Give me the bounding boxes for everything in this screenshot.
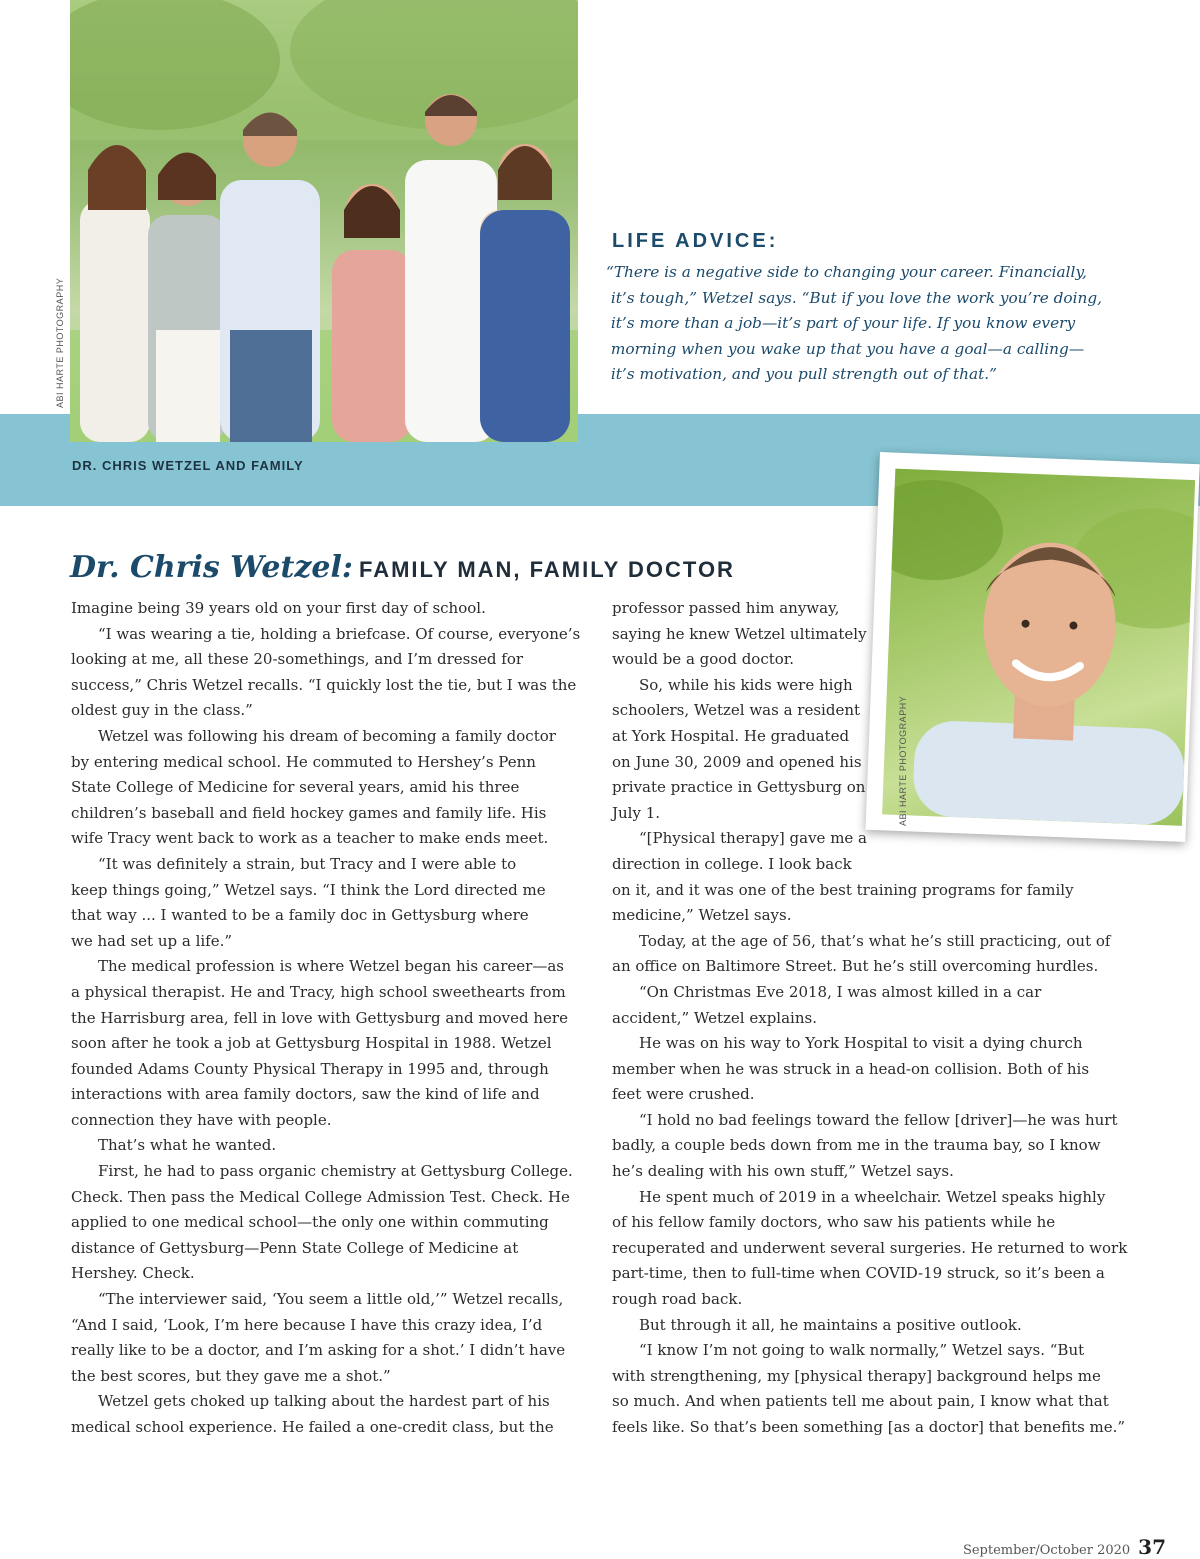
text-line: recuperated and underwent several surgeries. He returned to work [612, 1238, 1128, 1257]
text-line: feet were crushed. [612, 1085, 755, 1104]
headline-name: Dr. Chris Wetzel: [70, 550, 353, 585]
article-column-right [612, 596, 1128, 1441]
text-line: rough road back. [612, 1290, 743, 1309]
page-number: 37 [1138, 1535, 1166, 1559]
article-column-left [71, 596, 591, 1441]
text-line: Today, at the age of 56, that’s what he’s still practicing, out of [639, 931, 1111, 950]
text-line: That’s what he wanted. [98, 1136, 277, 1155]
photo-caption: DR. CHRIS WETZEL AND FAMILY [72, 458, 304, 473]
text-line: really like to be a doctor, and I’m asking for a shot.’ I didn’t have [71, 1341, 566, 1360]
text-line: medical school experience. He failed a one-credit class, but the [71, 1418, 554, 1436]
text-line: distance of Gettysburg—Penn State College of Medicine at [71, 1238, 519, 1257]
text-line: we had set up a life.” [71, 931, 233, 950]
text-line: But through it all, he maintains a positive outlook. [639, 1315, 1022, 1334]
text-line: “And I said, ‘Look, I’m here because I have this crazy idea, I’d [71, 1315, 543, 1334]
text-line: success,” Chris Wetzel recalls. “I quickly lost the tie, but I was the [71, 675, 577, 694]
text-line: “I hold no bad feelings toward the fellow [driver]—he was hurt [639, 1110, 1118, 1129]
text-line: badly, a couple beds down from me in the trauma bay, so I know [612, 1136, 1101, 1155]
text-line: at York Hospital. He graduated [612, 726, 850, 745]
headline-subtitle: FAMILY MAN, FAMILY DOCTOR [358, 557, 735, 582]
text-line: so much. And when patients tell me about pain, I know what that [612, 1392, 1109, 1411]
text-line: “The interviewer said, ‘You seem a little old,’” Wetzel recalls, [98, 1290, 564, 1309]
quote-line: “There is a negative side to changing your career. Financially, [606, 263, 1087, 281]
quote-line: it’s motivation, and you pull strength out of that.” [606, 365, 997, 383]
text-line: “[Physical therapy] gave me a [639, 829, 868, 848]
text-line: the Harrisburg area, fell in love with Gettysburg and moved here [71, 1008, 568, 1027]
life-advice-quote [606, 260, 1106, 388]
text-line: wife Tracy went back to work as a teacher to make ends meet. [71, 829, 549, 848]
text-line: Wetzel was following his dream of becoming a family doctor [98, 726, 556, 745]
text-line: “I know I’m not going to walk normally,” Wetzel says. “But [639, 1341, 1085, 1360]
text-line: First, he had to pass organic chemistry at Gettysburg College. [98, 1162, 573, 1181]
quote-line: it’s tough,” Wetzel says. “But if you love the work you’re doing, [606, 288, 1103, 307]
text-line: He was on his way to York Hospital to visit a dying church [639, 1034, 1083, 1053]
text-line: “I was wearing a tie, holding a briefcase. Of course, everyone’s [98, 624, 581, 643]
text-line: private practice in Gettysburg on [612, 778, 866, 797]
text-line: he’s dealing with his own stuff,” Wetzel says. [612, 1162, 954, 1181]
text-line: professor passed him anyway, [612, 599, 840, 617]
text-line: part-time, then to full-time when COVID-19 struck, so it’s been a [612, 1264, 1105, 1283]
text-line: looking at me, all these 20-somethings, and I’m dressed for [71, 650, 524, 669]
text-line: a physical therapist. He and Tracy, high school sweethearts from [71, 982, 566, 1001]
text-line: on June 30, 2009 and opened his [612, 752, 862, 771]
text-line: accident,” Wetzel explains. [612, 1008, 817, 1027]
text-line: connection they have with people. [71, 1110, 332, 1129]
text-line: saying he knew Wetzel ultimately [612, 624, 867, 643]
text-line: oldest guy in the class.” [71, 701, 253, 720]
text-line: Check. Then pass the Medical College Admission Test. Check. He [71, 1187, 570, 1206]
family-photo [70, 0, 578, 442]
text-line: feels like. So that’s been something [as a doctor] that benefits me.” [612, 1418, 1126, 1436]
text-line: keep things going,” Wetzel says. “I think the Lord directed me [71, 880, 546, 899]
text-line: applied to one medical school—the only one within commuting [71, 1213, 549, 1232]
photo-credit-right: ABI HARTE PHOTOGRAPHY [898, 695, 908, 826]
quote-line: it’s more than a job—it’s part of your life. If you know every [606, 314, 1076, 332]
text-line: of his fellow family doctors, who saw his patients while he [612, 1213, 1056, 1232]
text-line: interactions with area family doctors, saw the kind of life and [71, 1085, 540, 1104]
text-line: The medical profession is where Wetzel began his career—as [98, 957, 564, 976]
quote-line: morning when you wake up that you have a goal—a calling— [606, 339, 1085, 358]
text-line: an office on Baltimore Street. But he’s still overcoming hurdles. [612, 957, 1099, 976]
text-line: would be a good doctor. [612, 650, 795, 669]
text-line: Wetzel gets choked up talking about the hardest part of his [98, 1392, 550, 1411]
text-line: State College of Medicine for several years, amid his three [71, 778, 520, 797]
text-line: Imagine being 39 years old on your first day of school. [71, 599, 486, 617]
text-line: So, while his kids were high [639, 675, 853, 694]
text-line: on it, and it was one of the best training programs for family [612, 880, 1074, 899]
text-line: member when he was struck in a head-on collision. Both of his [612, 1059, 1090, 1078]
life-advice-heading: LIFE ADVICE: [612, 230, 779, 252]
text-line: medicine,” Wetzel says. [612, 906, 792, 925]
text-line: that way ... I wanted to be a family doc in Gettysburg where [71, 906, 529, 925]
text-line: with strengthening, my [physical therapy] background helps me [612, 1366, 1101, 1385]
text-line: founded Adams County Physical Therapy in 1995 and, through [71, 1059, 549, 1078]
text-line: schoolers, Wetzel was a resident [612, 701, 861, 720]
text-line: “It was definitely a strain, but Tracy and I were able to [98, 854, 517, 873]
text-line: July 1. [612, 803, 661, 822]
page-footer [963, 1535, 1166, 1559]
text-line: He spent much of 2019 in a wheelchair. Wetzel speaks highly [639, 1187, 1106, 1206]
text-line: “On Christmas Eve 2018, I was almost killed in a car [639, 982, 1042, 1001]
text-line: by entering medical school. He commuted to Hershey’s Penn [71, 752, 536, 771]
text-line: children’s baseball and field hockey games and family life. His [71, 803, 547, 822]
issue-date: September/October 2020 [962, 1543, 1131, 1558]
text-line: soon after he took a job at Gettysburg Hospital in 1988. Wetzel [71, 1034, 552, 1053]
text-line: Hershey. Check. [71, 1264, 195, 1283]
text-line: the best scores, but they gave me a shot.” [71, 1366, 391, 1385]
photo-credit-left: ABI HARTE PHOTOGRAPHY [55, 277, 65, 408]
text-line: direction in college. I look back [612, 854, 852, 873]
article-headline [70, 550, 735, 585]
